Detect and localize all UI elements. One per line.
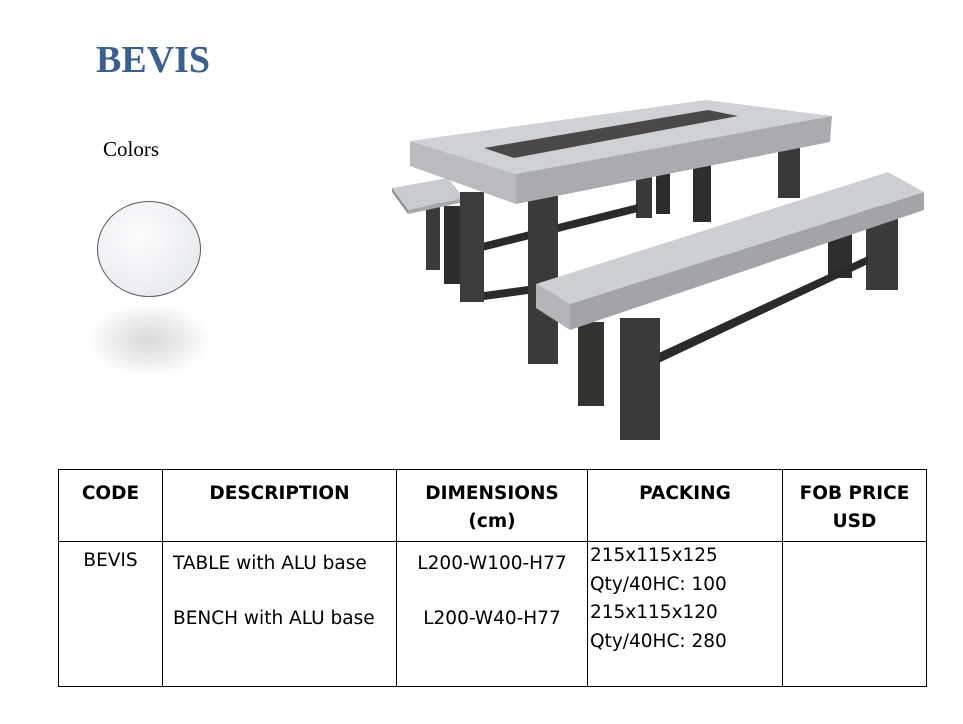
description-table: TABLE with ALU base: [173, 553, 367, 574]
table-row: [59, 542, 927, 687]
dimensions-bench: L200-W40-H77: [423, 608, 561, 629]
cell-description: [163, 542, 397, 687]
cell-packing: [588, 542, 783, 687]
page-title: BEVIS: [96, 39, 211, 81]
header-dimensions-line2: (cm): [468, 511, 516, 532]
cell-dimensions: [397, 542, 588, 687]
color-swatch[interactable]: [97, 201, 201, 297]
product-image: [388, 96, 928, 446]
cell-price: [783, 542, 927, 687]
header-dimensions-line1: DIMENSIONS: [425, 483, 559, 504]
front-bench: [536, 172, 924, 440]
header-packing: PACKING: [588, 470, 783, 542]
colors-label: Colors: [103, 137, 160, 161]
header-price: [783, 470, 927, 542]
packing-qty-table: Qty/40HC: 100: [590, 573, 727, 595]
table-top: [410, 100, 832, 204]
packing-size-table: 215x115x125: [590, 545, 718, 566]
product-spec-table: [58, 469, 927, 687]
description-bench: BENCH with ALU base: [173, 608, 375, 629]
header-description: DESCRIPTION: [163, 470, 397, 542]
header-price-line1: FOB PRICE: [799, 483, 910, 504]
table-header-row: [59, 470, 927, 542]
header-code: CODE: [59, 470, 163, 542]
rear-bench: [392, 178, 464, 284]
color-swatch-shadow: [90, 305, 208, 375]
packing-size-bench: 215x115x120: [590, 602, 718, 623]
packing-qty-bench: Qty/40HC: 280: [590, 630, 727, 652]
dimensions-table: L200-W100-H77: [417, 553, 567, 574]
header-dimensions: [397, 470, 588, 542]
header-price-line2: USD: [832, 511, 877, 532]
cell-code: BEVIS: [59, 542, 163, 687]
